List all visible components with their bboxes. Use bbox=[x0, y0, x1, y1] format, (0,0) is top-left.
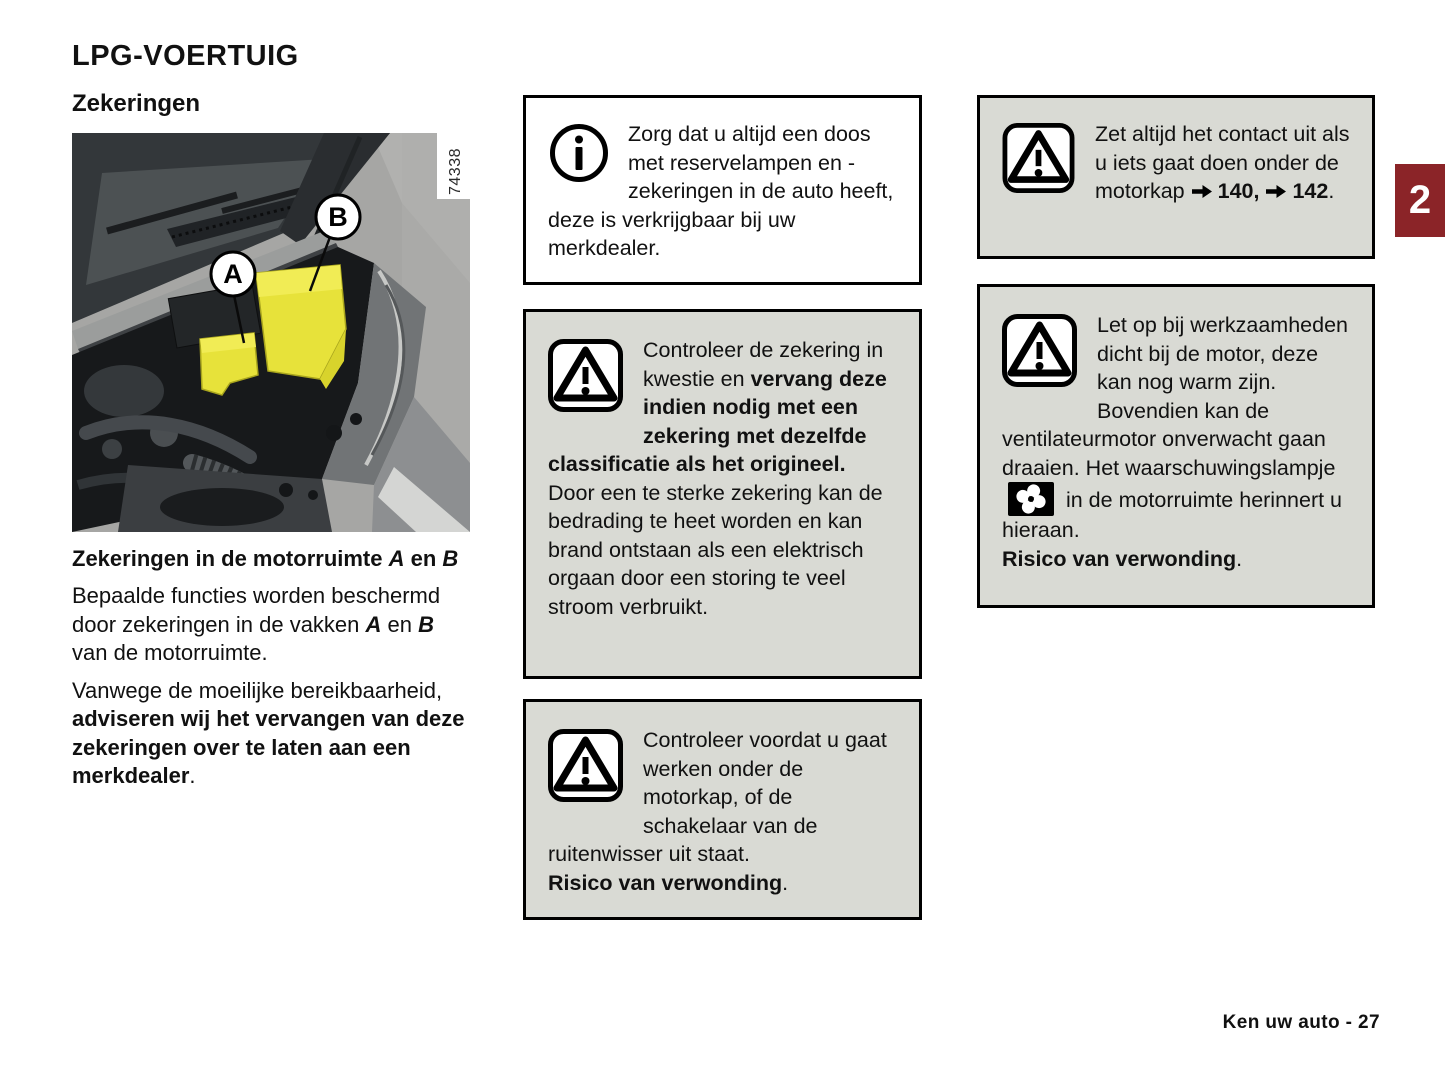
fuse-warning-box bbox=[523, 309, 922, 679]
warning-triangle-icon bbox=[548, 729, 623, 802]
page-footer: Ken uw auto - 27 bbox=[1222, 1012, 1380, 1033]
info-box-text: Zorg dat u altijd een doos met reservelampen en -zekeringen in de auto heeft, deze is verkrijgbaar bij uw merkdealer. bbox=[548, 122, 894, 260]
section-subtitle: Zekeringen bbox=[72, 90, 201, 117]
body-paragraph-2: Vanwege de moeilijke bereikbaarheid, adviseren wij het vervangen van deze zekeringen over te laten aan een merkdealer. bbox=[72, 677, 465, 788]
page-title: LPG-VOERTUIG bbox=[72, 40, 299, 72]
caption-label-b: B bbox=[442, 546, 459, 571]
info-icon bbox=[548, 122, 610, 184]
fuse-warning-text-2: Door een te sterke zekering kan de bedrading te heet worden en kan brand ontstaan als een elektrisch orgaan door een storing te veel stroom verbruikt. bbox=[548, 480, 883, 619]
caption-label-a: A bbox=[388, 546, 405, 571]
fuse-box-cover-b bbox=[256, 265, 346, 389]
ignition-warning-box bbox=[977, 95, 1375, 259]
photo-label-b-bubble bbox=[316, 195, 360, 239]
fan-warning-risk-line: Risico van verwonding. bbox=[1002, 546, 1243, 571]
page-reference-arrow-icon bbox=[1191, 184, 1213, 199]
engine-bay-photo bbox=[72, 133, 470, 532]
engine-bay-illustration bbox=[72, 133, 470, 532]
wiper-warning-risk-line: Risico van verwonding. bbox=[548, 870, 789, 895]
photo-label-a: A bbox=[223, 259, 243, 289]
warning-triangle-icon bbox=[1002, 314, 1077, 387]
fan-warning-text: Let op bij werkzaamheden dicht bij de motor, deze kan nog warm zijn. Bovendien kan de ventilateurmotor onverwacht gaan draaien. Het waarschuwingslampje in de motorruimte herinnert u hieraan. bbox=[1002, 313, 1348, 542]
photo-label-b: B bbox=[328, 202, 348, 232]
ignition-warning-text: Zet altijd het contact uit als u iets gaat doen onder de motorkap 140, 142. bbox=[1095, 122, 1350, 203]
page-reference-140: 140, bbox=[1191, 179, 1260, 203]
warning-triangle-icon bbox=[1002, 123, 1075, 193]
wiper-warning-text: Controleer voordat u gaat werken onder de motorkap, of de schakelaar van de ruitenwisser uit staat. bbox=[548, 728, 887, 866]
fan-warning-box bbox=[977, 284, 1375, 608]
photo-code: 74338 bbox=[447, 148, 464, 195]
warning-triangle-icon bbox=[548, 339, 623, 412]
fan-warning-light-icon bbox=[1008, 482, 1054, 516]
info-box bbox=[523, 95, 922, 285]
page-reference-arrow-icon bbox=[1265, 184, 1287, 199]
page-reference-142: 142 bbox=[1265, 179, 1328, 203]
wiper-warning-box bbox=[523, 699, 922, 920]
photo-label-a-bubble bbox=[211, 252, 255, 296]
left-column bbox=[72, 40, 471, 791]
body-paragraph-1: Bepaalde functies worden beschermd door zekeringen in de vakken A en B van de motorruimte. bbox=[72, 583, 441, 665]
fuse-warning-text-1: Controleer de zekering in kwestie en vervang deze indien nodig met een zekering met dezelfde classificatie als het origineel. bbox=[548, 338, 887, 476]
caption-text: Zekeringen in de motorruimte bbox=[72, 546, 389, 571]
section-tab: 2 bbox=[1395, 164, 1445, 237]
figure-caption: Zekeringen in de motorruimte A en B bbox=[72, 546, 459, 571]
